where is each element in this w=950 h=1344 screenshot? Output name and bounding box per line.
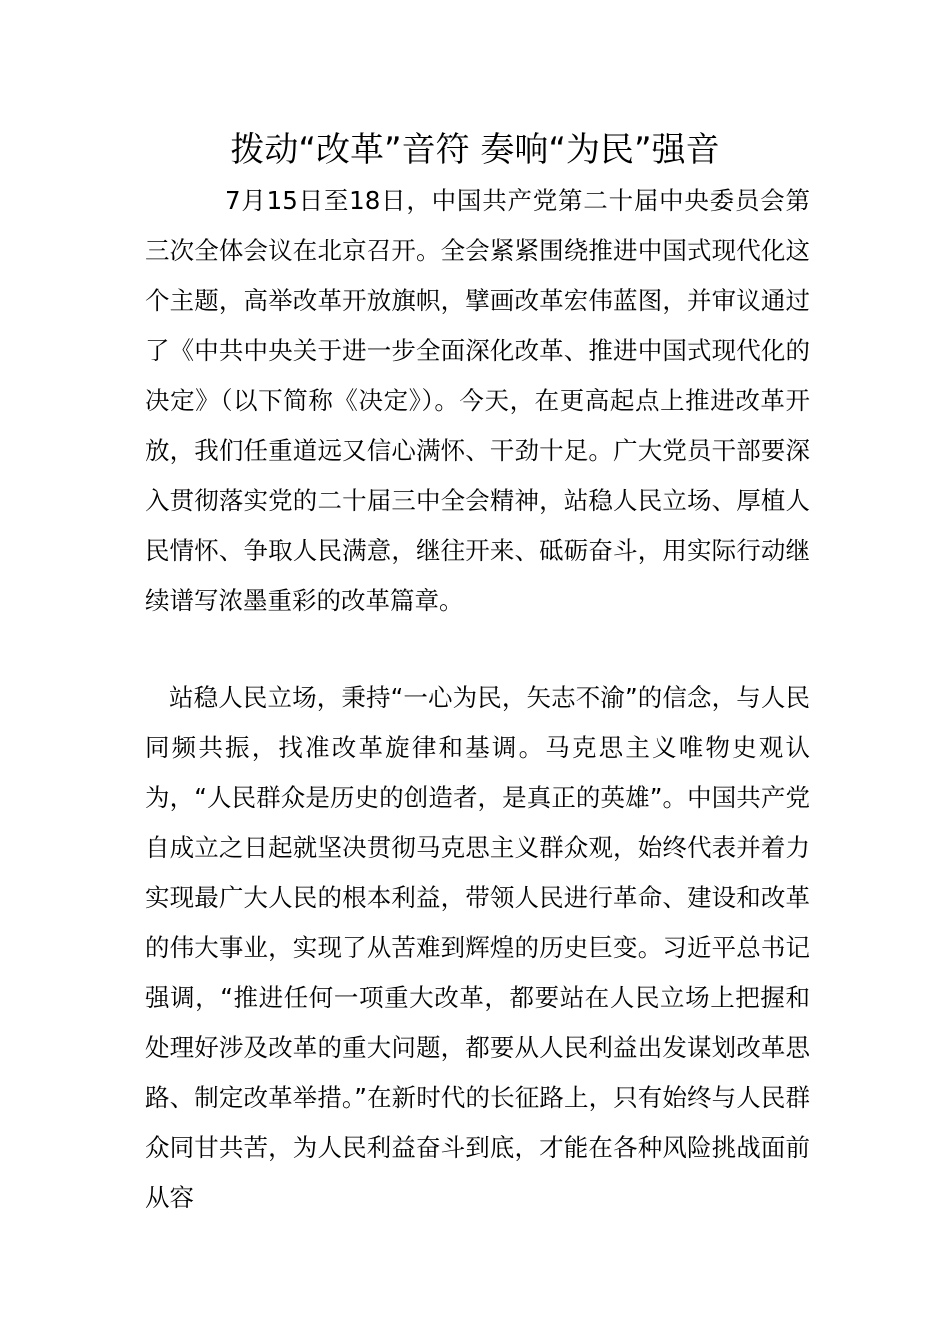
paragraph-intro: 7月15日至18日，中国共产党第二十届中央委员会第三次全体会议在北京召开。全会紧紧围绕推进中国式现代化这个主题，高举改革开放旗帜，擘画改革宏伟蓝图，并审议通过了《中共中央关于进一步全面深化改革、推进中国式现代化的决定》（以下简称《决定》）。今天，在更高起点上推进改革开放，我们任重道远又信心满怀、干劲十足。广大党员干部要深入贯彻落实党的二十届三中全会精神，站稳人民立场、厚植人民情怀、争取人民满意，继往开来、砥砺奋斗，用实际行动继续谱写浓墨重彩的改革篇章。 <box>145 186 810 615</box>
document-title: 拨动“改革”音符 奏响“为民”强音 <box>230 130 720 170</box>
paragraph-people-stance: 站稳人民立场，秉持“一心为民，矢志不渝”的信念，与人民同频共振，找准改革旋律和基调。马克思主义唯物史观认为，“人民群众是历史的创造者，是真正的英雄”。中国共产党自成立之日起就坚决贯彻马克思主义群众观，始终代表并着力实现最广大人民的根本利益，带领人民进行革命、建设和改革的伟大事业，实现了从苦难到辉煌的历史巨变。习近平总书记强调，“推进任何一项重大改革，都要站在人民立场上把握和处理好涉及改革的重大问题，都要从人民利益出发谋划改革思路、制定改革举措。”在新时代的长征路上，只有始终与人民群众同甘共苦，为人民利益奋斗到底，才能在各种风险挑战面前从容 <box>145 683 810 1212</box>
